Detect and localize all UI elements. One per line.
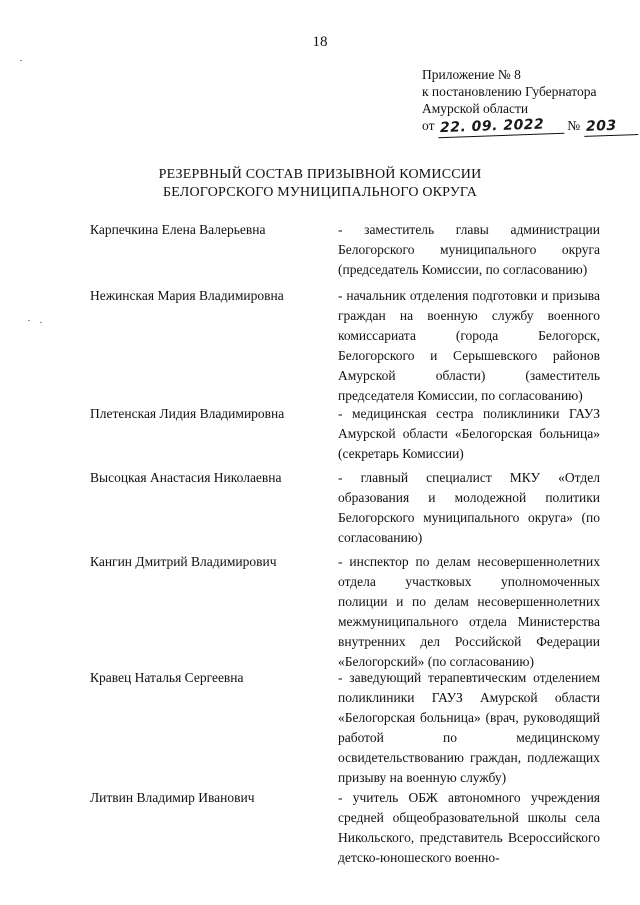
member-name: Высоцкая Анастасия Николаевна (90, 470, 282, 485)
appendix-line-1: Приложение № 8 (422, 67, 521, 82)
page-number: 18 (312, 34, 328, 50)
member-name: Кравец Наталья Сергеевна (90, 670, 244, 685)
member-role: - заместитель главы администрации Белогорского муниципального округа (председатель Комиссии, по согласованию) (338, 222, 600, 277)
title-line-2: БЕЛОГОРСКОГО МУНИЦИПАЛЬНОГО ОКРУГА (162, 185, 478, 200)
scan-speck (40, 322, 42, 323)
member-role: - главный специалист МКУ «Отдел образования и молодежной политики Белогорского муниципального округа» (по согласованию) (338, 470, 600, 545)
member-role: - заведующий терапевтическим отделением поликлиники ГАУЗ Амурской области «Белогорская больница» (врач, руководящий работой по медицинскому освидетельствованию граждан, подлежащих призыву на военную службу) (338, 670, 600, 785)
member-role: - медицинская сестра поликлиники ГАУЗ Амурской области «Белогорская больница» (секретарь Комиссии) (338, 406, 600, 461)
scan-speck (28, 320, 30, 321)
member-role: - инспектор по делам несовершеннолетних отдела участковых уполномоченных полиции и по делам несовершеннолетних межмуниципального отдела Министерства внутренних дел Российской Федерации «Белогорский» (по согласованию) (338, 554, 600, 669)
member-name: Нежинская Мария Владимировна (90, 288, 284, 303)
appendix-prefix: от (422, 118, 435, 133)
appendix-line-2: к постановлению Губернатора (422, 84, 597, 99)
handwritten-number: 203 (583, 117, 638, 137)
scan-speck (20, 60, 22, 61)
handwritten-date: 22. 09. 2022 (438, 116, 565, 138)
member-name: Литвин Владимир Иванович (90, 790, 255, 805)
member-name: Кангин Дмитрий Владимирович (90, 554, 277, 569)
member-name: Плетенская Лидия Владимировна (90, 406, 285, 421)
appendix-block (422, 66, 622, 136)
number-sign: № (567, 118, 581, 133)
member-name: Карпечкина Елена Валерьевна (90, 222, 266, 237)
appendix-line-3: Амурской области (422, 101, 529, 116)
member-role: - начальник отделения подготовки и призыва граждан на военную службу военного комиссариата (города Белогорск, Белогорского и Серышевского районов Амурской области) (заместитель председателя Комиссии, по согласованию) (338, 288, 600, 403)
title-line-1: РЕЗЕРВНЫЙ СОСТАВ ПРИЗЫВНОЙ КОМИССИИ (158, 167, 482, 182)
appendix-reference-line (422, 117, 622, 136)
member-role: - учитель ОБЖ автономного учреждения средней общеобразовательной школы села Никольского, представитель Всероссийского детско-юношеского военно- (338, 790, 600, 865)
document-title (0, 166, 640, 202)
